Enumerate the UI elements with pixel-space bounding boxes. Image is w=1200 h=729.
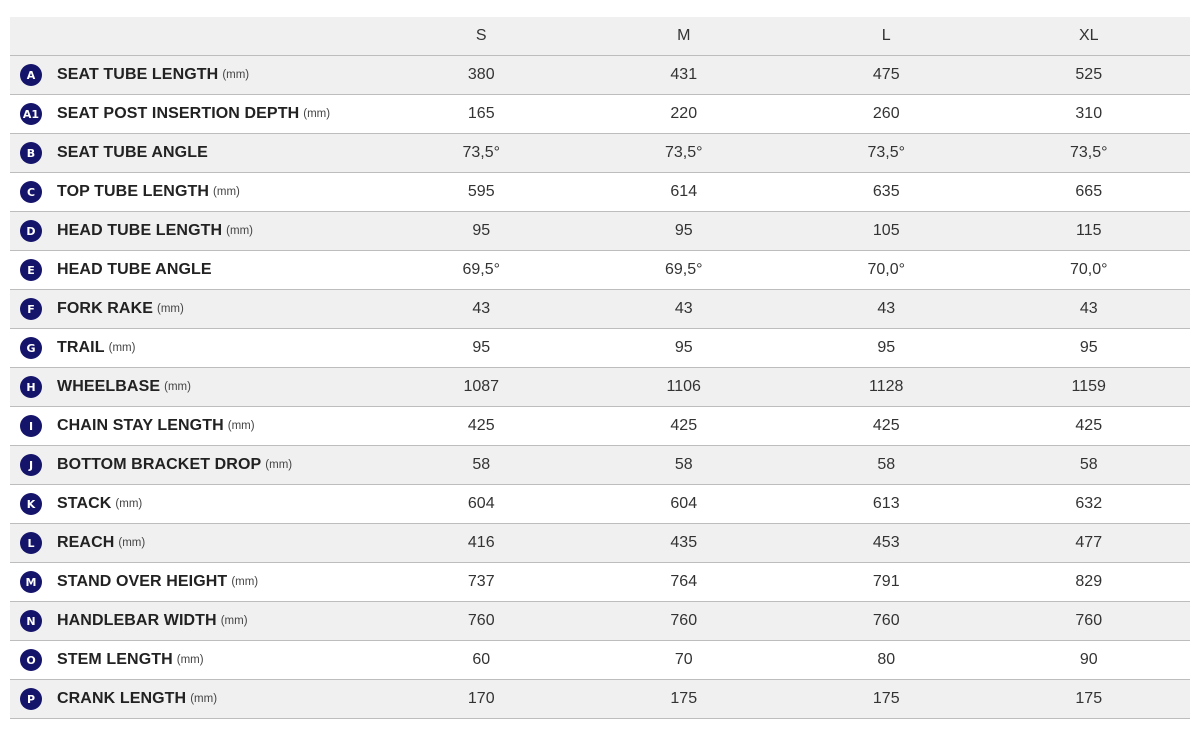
value-cell-xl: 525 [1075,66,1103,84]
value-cell-s: 95 [472,339,491,357]
value-cell-s: 380 [467,66,495,84]
value-cell-xl: 477 [1075,534,1103,552]
parameter-label [10,173,380,211]
parameter-unit: (mm) [265,459,293,472]
value-cell-l: 635 [872,183,900,201]
parameter-cell [10,680,380,719]
parameter-label [10,95,380,133]
value-cell-l: 175 [872,690,900,708]
parameter-label [10,524,380,562]
table-row [10,212,1190,251]
table-row [10,134,1190,173]
letter-badge-icon: A [20,64,42,86]
value-cell-m: 764 [670,573,698,591]
value-cell-m: 604 [670,495,698,513]
parameter-name: WHEELBASE [57,378,161,396]
value-cell-m: 425 [670,417,698,435]
value-cell-m: 760 [670,612,698,630]
letter-badge-icon: C [20,181,42,203]
value-cell-l: 80 [877,651,896,669]
parameter-cell [10,602,380,641]
parameter-name: STAND OVER HEIGHT [57,573,228,591]
table-row [10,368,1190,407]
parameter-cell [10,446,380,485]
value-cell-m: 73,5° [664,144,703,162]
parameter-unit: (mm) [108,342,136,355]
letter-badge-icon: N [20,610,42,632]
value-cell-l: 760 [872,612,900,630]
value-cell-xl: 90 [1079,651,1098,669]
parameter-cell [10,251,380,290]
parameter-name: CHAIN STAY LENGTH [57,417,224,435]
value-cell-m: 431 [670,66,698,84]
letter-badge-icon: A1 [20,103,42,125]
parameter-cell [10,134,380,173]
parameter-cell [10,485,380,524]
parameter-name: TOP TUBE LENGTH [57,183,210,201]
parameter-unit: (mm) [213,186,240,199]
letter-badge-icon: L [20,532,42,554]
parameter-unit: (mm) [303,108,331,121]
table-body [10,56,1190,719]
parameter-label [10,290,380,328]
value-cell-m: 58 [674,456,693,474]
value-cell-s: 760 [467,612,495,630]
value-cell-xl: 632 [1075,495,1103,513]
parameter-name: REACH [57,534,115,552]
value-cell-xl: 175 [1075,690,1103,708]
parameter-unit: (mm) [220,615,248,628]
parameter-label [10,56,380,94]
value-cell-s: 73,5° [462,144,501,162]
value-cell-l: 105 [872,222,900,240]
table-row [10,173,1190,212]
letter-badge-icon: B [20,142,42,164]
parameter-unit: (mm) [226,225,253,238]
value-cell-s: 604 [467,495,495,513]
parameter-name: HEAD TUBE LENGTH [57,222,223,240]
value-cell-s: 95 [472,222,491,240]
value-cell-s: 58 [472,456,491,474]
parameter-cell [10,407,380,446]
parameter-unit: (mm) [231,576,259,589]
parameter-label [10,407,380,445]
value-cell-l: 70,0° [867,261,906,279]
value-cell-l: 73,5° [867,144,906,162]
table-row [10,446,1190,485]
parameter-label [10,134,380,172]
table-row [10,407,1190,446]
table-row [10,602,1190,641]
value-cell-m: 95 [674,222,693,240]
parameter-label [10,251,380,289]
value-cell-s: 595 [467,183,495,201]
value-cell-m: 435 [670,534,698,552]
parameter-unit: (mm) [227,420,255,433]
table-row [10,524,1190,563]
value-cell-s: 69,5° [462,261,501,279]
value-cell-xl: 829 [1075,573,1103,591]
value-cell-l: 613 [872,495,900,513]
value-cell-m: 1106 [666,378,701,396]
value-cell-l: 791 [872,573,900,591]
parameter-cell [10,641,380,680]
value-cell-xl: 43 [1079,300,1098,318]
parameter-cell [10,329,380,368]
parameter-cell [10,56,380,95]
parameter-unit: (mm) [157,303,184,316]
letter-badge-icon: I [20,415,42,437]
value-cell-s: 416 [467,534,495,552]
parameter-unit: (mm) [190,693,218,706]
value-cell-xl: 70,0° [1069,261,1108,279]
value-cell-m: 220 [670,105,698,123]
parameter-unit: (mm) [118,537,146,550]
parameter-name: SEAT TUBE LENGTH [57,66,219,84]
parameter-name: TRAIL [57,339,105,357]
value-cell-xl: 425 [1075,417,1103,435]
parameter-label [10,485,380,523]
value-cell-s: 170 [467,690,495,708]
table-row [10,485,1190,524]
parameter-name: STACK [57,495,112,513]
value-cell-l: 43 [877,300,896,318]
value-cell-xl: 760 [1075,612,1103,630]
parameter-name: SEAT TUBE ANGLE [57,144,208,162]
parameter-label [10,368,380,406]
value-cell-xl: 310 [1075,105,1103,123]
letter-badge-icon: G [20,337,42,359]
value-cell-l: 425 [872,417,900,435]
table-row [10,329,1190,368]
header-size-m: M [677,27,691,45]
table-row [10,641,1190,680]
value-cell-l: 58 [877,456,896,474]
value-cell-s: 737 [467,573,495,591]
value-cell-s: 43 [472,300,491,318]
table-row [10,563,1190,602]
letter-badge-icon: J [20,454,42,476]
letter-badge-icon: M [20,571,42,593]
letter-badge-icon: P [20,688,42,710]
value-cell-xl: 73,5° [1069,144,1108,162]
parameter-cell [10,368,380,407]
value-cell-m: 175 [670,690,698,708]
parameter-cell [10,563,380,602]
letter-badge-icon: O [20,649,42,671]
value-cell-xl: 665 [1075,183,1103,201]
table-header-row [10,17,1190,56]
parameter-label [10,329,380,367]
parameter-label [10,602,380,640]
table-row [10,251,1190,290]
parameter-name: FORK RAKE [57,300,154,318]
value-cell-l: 260 [872,105,900,123]
parameter-cell [10,95,380,134]
letter-badge-icon: H [20,376,42,398]
value-cell-s: 425 [467,417,495,435]
value-cell-m: 95 [674,339,693,357]
parameter-unit: (mm) [222,69,250,82]
parameter-cell [10,524,380,563]
table-row [10,680,1190,719]
header-size-l: L [881,27,891,45]
table-row [10,95,1190,134]
parameter-name: CRANK LENGTH [57,690,187,708]
header-size-xl: XL [1078,27,1099,45]
parameter-unit: (mm) [164,381,191,394]
parameter-unit: (mm) [115,498,143,511]
value-cell-m: 70 [674,651,693,669]
letter-badge-icon: F [20,298,42,320]
letter-badge-icon: E [20,259,42,281]
table-row [10,290,1190,329]
parameter-unit: (mm) [176,654,204,667]
parameter-label [10,563,380,601]
value-cell-l: 475 [872,66,900,84]
parameter-label [10,212,380,250]
parameter-name: HANDLEBAR WIDTH [57,612,217,630]
value-cell-s: 1087 [463,378,500,396]
value-cell-m: 69,5° [664,261,703,279]
value-cell-xl: 58 [1079,456,1098,474]
letter-badge-icon: D [20,220,42,242]
value-cell-xl: 1159 [1071,378,1106,396]
parameter-name: BOTTOM BRACKET DROP [57,456,262,474]
parameter-cell [10,173,380,212]
value-cell-s: 165 [467,105,495,123]
parameter-cell [10,212,380,251]
parameter-label [10,446,380,484]
value-cell-l: 1128 [869,378,904,396]
value-cell-l: 453 [872,534,900,552]
letter-badge-icon: K [20,493,42,515]
header-empty-cell [10,17,380,56]
parameter-cell [10,290,380,329]
value-cell-l: 95 [877,339,896,357]
value-cell-m: 614 [670,183,698,201]
geometry-table [10,17,1190,719]
value-cell-xl: 115 [1075,222,1102,240]
parameter-name: SEAT POST INSERTION DEPTH [57,105,300,123]
parameter-label [10,641,380,679]
parameter-label [10,680,380,718]
value-cell-m: 43 [674,300,693,318]
parameter-name: STEM LENGTH [57,651,173,669]
parameter-name: HEAD TUBE ANGLE [57,261,212,279]
value-cell-s: 60 [472,651,491,669]
header-size-s: S [475,27,487,45]
value-cell-xl: 95 [1079,339,1098,357]
table-row [10,56,1190,95]
